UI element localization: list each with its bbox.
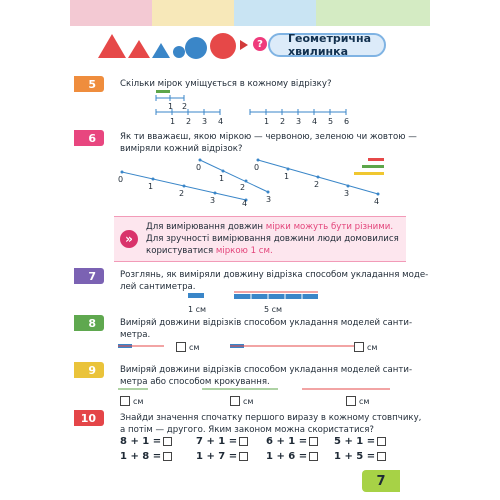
top-strip-blue bbox=[234, 0, 316, 26]
geometry-shapes bbox=[96, 28, 256, 62]
task-8-line-2: метра. bbox=[120, 330, 151, 340]
equation bbox=[120, 436, 172, 447]
section-title: Геометрична хвилинка bbox=[288, 32, 372, 58]
answer-box[interactable] bbox=[354, 342, 364, 352]
circle-shape-medium bbox=[185, 37, 207, 59]
task-5-text: Скільки мірок уміщується в кожному відрізку? bbox=[120, 79, 332, 89]
info-line-1b: мірки можуть бути різними. bbox=[265, 222, 394, 232]
tick-label: 3 bbox=[202, 117, 208, 126]
cm-model-single bbox=[188, 293, 204, 298]
label-1cm: 1 см bbox=[188, 305, 207, 314]
tick-label: 1 bbox=[170, 117, 176, 126]
section-banner bbox=[268, 33, 386, 57]
green-measure bbox=[362, 165, 384, 168]
task-10-line-2: а потім — другого. Яким законом можна скористатися? bbox=[120, 425, 374, 435]
arrow-right-icon bbox=[240, 40, 248, 50]
task-7-model bbox=[186, 290, 326, 316]
info-line-3a: користуватися bbox=[146, 246, 216, 256]
equation bbox=[266, 451, 318, 462]
question-icon: ? bbox=[253, 37, 267, 51]
task-6-segments bbox=[116, 154, 396, 206]
tick-label: 2 bbox=[186, 117, 192, 126]
task-8-text bbox=[120, 317, 412, 341]
answer-box[interactable] bbox=[163, 452, 172, 461]
answer-box[interactable] bbox=[239, 437, 248, 446]
tick-label: 5 bbox=[328, 117, 334, 126]
green-measure bbox=[156, 90, 170, 93]
answer-box[interactable] bbox=[309, 452, 318, 461]
answer-box[interactable] bbox=[163, 437, 172, 446]
info-line-3b: міркою 1 см. bbox=[215, 246, 273, 256]
tick-label: 1 bbox=[219, 174, 225, 183]
answer-cm-8a[interactable] bbox=[176, 342, 199, 352]
unit-label: см bbox=[189, 342, 200, 352]
tick-label: 0 bbox=[118, 175, 124, 184]
red-measure bbox=[368, 158, 384, 161]
tick-label: 2 bbox=[179, 189, 185, 198]
cm-model-row bbox=[234, 294, 318, 299]
answer-box[interactable] bbox=[309, 437, 318, 446]
tick-label: 4 bbox=[312, 117, 318, 126]
tick-label: 4 bbox=[374, 197, 380, 206]
equation-text: 1 + 7 = bbox=[196, 451, 238, 462]
circle-shape-small bbox=[173, 46, 185, 58]
top-strip-pink bbox=[70, 0, 152, 26]
tick-label: 3 bbox=[344, 189, 350, 198]
equation-text: 6 + 1 = bbox=[266, 436, 308, 447]
equation-text: 5 + 1 = bbox=[334, 436, 376, 447]
tick-label: 3 bbox=[210, 196, 216, 205]
task-8-segments bbox=[118, 342, 368, 352]
task-7-line-1: Розглянь, як виміряли довжину відрізка способом укладання моде- bbox=[120, 270, 429, 280]
info-line-2: Для зручності вимірювання довжини люди домовилися bbox=[146, 234, 399, 244]
equation-text: 1 + 8 = bbox=[120, 451, 162, 462]
tick-label: 2 bbox=[240, 183, 246, 192]
answer-box[interactable] bbox=[377, 452, 386, 461]
task-10-text bbox=[120, 412, 421, 436]
top-strip-green bbox=[316, 0, 430, 26]
task-number-8: 8 bbox=[74, 315, 104, 331]
tick-label: 0 bbox=[196, 163, 202, 172]
answer-box[interactable] bbox=[230, 396, 240, 406]
tick-label: 1 bbox=[264, 117, 270, 126]
task-number-5: 5 bbox=[74, 76, 104, 92]
equation-text: 7 + 1 = bbox=[196, 436, 238, 447]
tick-label: 6 bbox=[344, 117, 350, 126]
equation bbox=[196, 436, 248, 447]
tick-label: 2 bbox=[314, 180, 320, 189]
equation bbox=[334, 436, 386, 447]
answer-box[interactable] bbox=[346, 396, 356, 406]
answer-box[interactable] bbox=[239, 452, 248, 461]
equation bbox=[266, 436, 318, 447]
triangle-shape-large bbox=[98, 34, 126, 58]
task-number-7: 7 bbox=[74, 268, 104, 284]
yellow-measure bbox=[354, 172, 384, 175]
tick-label: 2 bbox=[182, 102, 188, 111]
task-9-text bbox=[120, 364, 412, 388]
answer-cm-8b[interactable] bbox=[354, 342, 377, 352]
equation bbox=[334, 451, 386, 462]
task-9-line-1: Виміряй довжини відрізків способом укладання моделей санти- bbox=[120, 365, 413, 375]
unit-label: см bbox=[133, 396, 144, 406]
task-number-9: 9 bbox=[74, 362, 104, 378]
equation-text: 1 + 6 = bbox=[266, 451, 308, 462]
triangle-shape-blue bbox=[152, 43, 170, 58]
equation-text: 8 + 1 = bbox=[120, 436, 162, 447]
task-8-line-1: Виміряй довжини відрізків способом укладання моделей санти- bbox=[120, 318, 413, 328]
tick-label: 0 bbox=[254, 163, 260, 172]
task-5-segments bbox=[150, 88, 410, 128]
answer-cm-9c[interactable] bbox=[346, 396, 369, 406]
answer-box[interactable] bbox=[176, 342, 186, 352]
chevron-double-right-icon: » bbox=[120, 230, 138, 248]
tick-label: 1 bbox=[284, 172, 290, 181]
task-9-segments bbox=[118, 386, 398, 392]
top-strip-yellow bbox=[152, 0, 234, 26]
answer-cm-9b[interactable] bbox=[230, 396, 253, 406]
answer-box[interactable] bbox=[377, 437, 386, 446]
task-6-line-1: Як ти вважаєш, якою міркою — червоною, зеленою чи жовтою — bbox=[120, 132, 417, 142]
task-10-line-1: Знайди значення спочатку першого виразу в кожному стовпчику, bbox=[120, 413, 422, 423]
tick-label: 1 bbox=[148, 182, 154, 191]
tick-label: 3 bbox=[266, 195, 272, 204]
tick-label: 1 bbox=[168, 102, 174, 111]
task-6-text bbox=[120, 131, 417, 155]
task-9-line-2: метра або способом крокування. bbox=[120, 377, 270, 387]
tick-label: 2 bbox=[280, 117, 286, 126]
info-text bbox=[146, 221, 399, 257]
tick-label: 3 bbox=[296, 117, 302, 126]
equation bbox=[120, 451, 172, 462]
triangle-shape-medium bbox=[128, 40, 150, 58]
task-7-line-2: лей сантиметра. bbox=[120, 282, 196, 292]
unit-label: см bbox=[359, 396, 370, 406]
tick-label: 4 bbox=[218, 117, 224, 126]
task-number-10: 10 bbox=[74, 410, 104, 426]
answer-cm-9a[interactable] bbox=[120, 396, 143, 406]
circle-shape-large bbox=[210, 33, 236, 59]
task-number-6: 6 bbox=[74, 130, 104, 146]
label-5cm: 5 см bbox=[264, 305, 283, 314]
page-number: 7 bbox=[362, 470, 400, 492]
equation-text: 1 + 5 = bbox=[334, 451, 376, 462]
tick-label: 4 bbox=[242, 199, 248, 206]
unit-label: см bbox=[243, 396, 254, 406]
unit-label: см bbox=[367, 342, 378, 352]
answer-box[interactable] bbox=[120, 396, 130, 406]
task-6-line-2: виміряли кожний відрізок? bbox=[120, 144, 243, 154]
equation bbox=[196, 451, 248, 462]
info-line-1a: Для вимірювання довжин bbox=[146, 222, 266, 232]
